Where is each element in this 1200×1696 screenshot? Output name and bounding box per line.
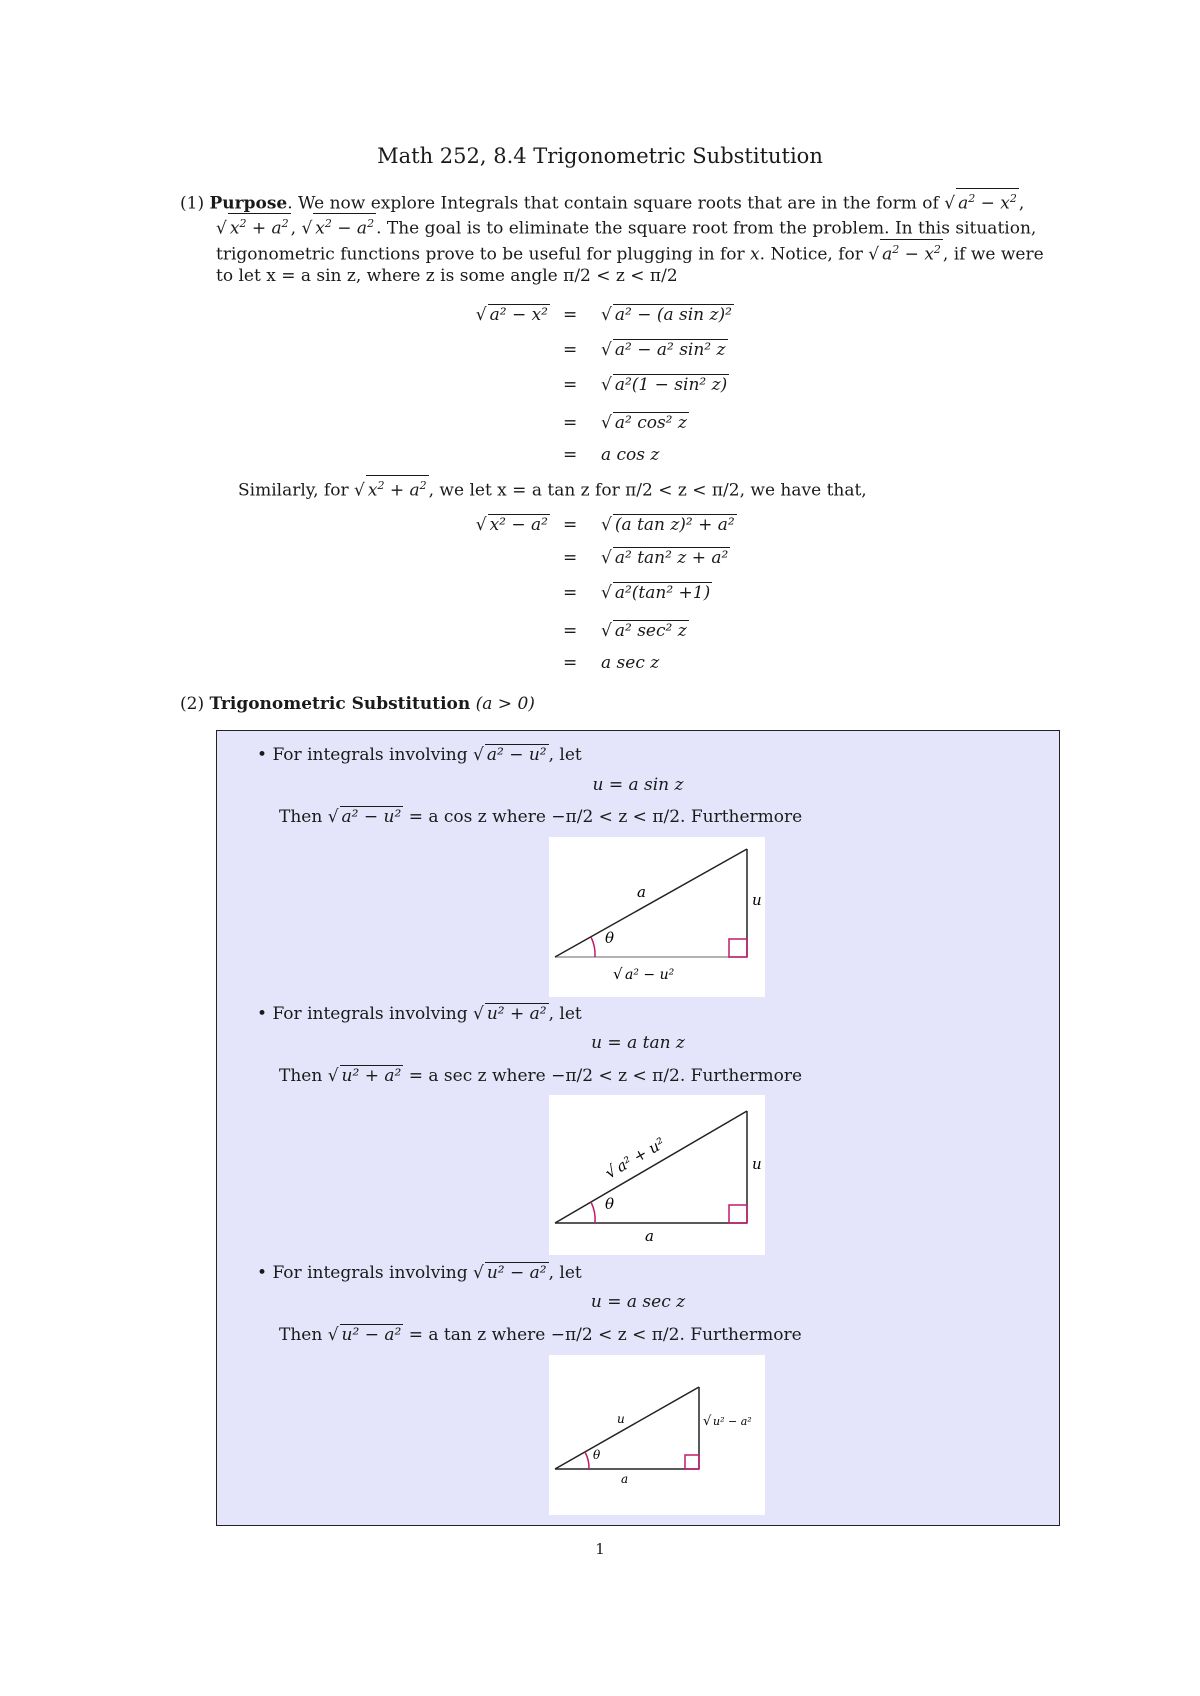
case-2-substitution: u = a tan z — [591, 1033, 685, 1053]
hypotenuse-label: u — [617, 1412, 625, 1426]
equals-sign: = — [563, 445, 578, 465]
derivation-rhs: a cos z — [601, 445, 660, 465]
derivation-rhs: √ a² tan² z + a² — [601, 548, 729, 568]
derivation-row — [0, 335, 1200, 365]
purpose-line-2: √ $x^2 + a^2$ , √ $x^2 - a^2$ . The goal is to eliminate the square root from the problem. In this situation, — [216, 213, 1036, 241]
equals-sign: = — [563, 340, 578, 360]
case-1-intro: • For integrals involving √ a² − u² , let — [257, 745, 582, 765]
derivation-row — [0, 408, 1200, 438]
derivation-lhs: √ x² − a² — [475, 515, 548, 535]
derivation-rhs: √ a²(1 − sin² z) — [601, 375, 728, 395]
theta-label: θ — [605, 1195, 615, 1213]
sqrt-symbol: √ — [703, 1414, 712, 1429]
section-condition: (a > 0) — [475, 694, 535, 714]
sqrt-symbol: √ — [601, 1160, 620, 1183]
purpose-text: . The goal is to eliminate the square root from the problem. In this situation, — [376, 218, 1037, 239]
radicand: u² + a² — [341, 1066, 402, 1086]
case-text: Then — [279, 1325, 323, 1345]
case-1-substitution: u = a sin z — [592, 775, 684, 795]
radicand: a² − u² — [341, 807, 402, 827]
case-text: For integrals involving — [272, 1263, 468, 1283]
case-2-intro: • For integrals involving √ u² + a² , let — [257, 1004, 582, 1024]
derivation-rhs: √ a² − a² sin² z — [601, 340, 726, 360]
equals-sign: = — [563, 413, 578, 433]
triangle-figure-1 — [549, 837, 765, 997]
equals-sign: = — [563, 621, 578, 641]
section-heading: Trigonometric Substitution — [209, 694, 471, 714]
similarly-text: , we let x = a tan z for π/2 < z < π/2, we have that, — [428, 480, 867, 501]
purpose-line-3: trigonometric functions prove to be useful for plugging in for x. Notice, for √ $a^2 - x^2$ , if we were — [216, 239, 1044, 267]
case-text: , let — [548, 745, 582, 765]
section-2-heading — [180, 692, 535, 716]
adjacent-label: a — [621, 1472, 629, 1486]
derivation-rhs: √ a²(tan² +1) — [601, 583, 711, 603]
derivation-row — [0, 616, 1200, 646]
purpose-line-4: to let x = a sin z, where z is some angle π/2 < z < π/2 — [216, 266, 678, 286]
case-text: For integrals involving — [272, 1004, 468, 1024]
sqrt-symbol: √ — [613, 965, 623, 983]
case-text: = a sec z where −π/2 < z < π/2. Furthermore — [408, 1066, 803, 1086]
derivation-row — [0, 578, 1200, 608]
purpose-text: . We now explore Integrals that contain square roots that are in the form of — [287, 193, 939, 214]
derivation-rhs: √ a² sec² z — [601, 621, 687, 641]
radicand: u² − a² — [341, 1325, 402, 1345]
theta-label: θ — [605, 929, 615, 947]
derivation-row — [0, 300, 1200, 330]
derivation-lhs: √ a² − x² — [475, 305, 548, 325]
opposite-label: u² − a² — [713, 1415, 752, 1428]
derivation-row — [0, 440, 1200, 470]
derivation-rhs: √ a² cos² z — [601, 413, 687, 433]
theta-label: θ — [593, 1448, 601, 1462]
opposite-label: u — [752, 1155, 762, 1173]
equals-sign: = — [563, 653, 578, 673]
derivation-row — [0, 648, 1200, 678]
equals-sign: = — [563, 583, 578, 603]
case-text: , let — [548, 1004, 582, 1024]
section-number: (2) — [180, 694, 205, 714]
case-text: = a cos z where −π/2 < z < π/2. Furthermore — [408, 807, 803, 827]
substitution-box — [216, 730, 1060, 1526]
radicand: a² − u² — [486, 745, 547, 765]
case-3-substitution: u = a sec z — [590, 1292, 686, 1312]
derivation-rhs: √ a² − (a sin z)² — [601, 305, 732, 325]
page-title: Math 252, 8.4 Trigonometric Substitution — [377, 144, 823, 168]
derivation-row — [0, 543, 1200, 573]
case-2-then: Then √ u² + a² = a sec z where −π/2 < z < π/2. Furthermore — [279, 1066, 803, 1086]
hypotenuse-label: a — [637, 883, 646, 901]
radicand: u² − a² — [486, 1263, 547, 1283]
case-text: , let — [548, 1263, 582, 1283]
similarly-line: Similarly, for √ $x^2 + a^2$ , we let x = a tan z for π/2 < z < π/2, we have that, — [238, 475, 867, 503]
page-number: 1 — [595, 1540, 605, 1558]
purpose-heading: Purpose — [209, 193, 288, 214]
derivation-rhs: a sec z — [601, 653, 660, 673]
triangle-figure-3 — [549, 1355, 765, 1515]
opposite-label: u — [752, 891, 762, 909]
section-number: (1) — [180, 193, 205, 214]
case-text: Then — [279, 807, 323, 827]
case-text: = a tan z where −π/2 < z < π/2. Furthermore — [408, 1325, 802, 1345]
equals-sign: = — [563, 375, 578, 395]
purpose-text: trigonometric functions prove to be useful for plugging in for — [216, 244, 745, 265]
purpose-line-1: (1) Purpose. We now explore Integrals that contain square roots that are in the form of √ $a^2 - x^2$ , — [180, 188, 1024, 216]
derivation-row — [0, 370, 1200, 400]
case-3-then: Then √ u² − a² = a tan z where −π/2 < z < π/2. Furthermore — [279, 1325, 802, 1345]
equals-sign: = — [563, 548, 578, 568]
case-text: Then — [279, 1066, 323, 1086]
case-3-intro: • For integrals involving √ u² − a² , let — [257, 1263, 582, 1283]
purpose-text: , if we were — [942, 244, 1044, 265]
equals-sign: = — [563, 305, 578, 325]
radicand: $a^2 - x^2$ — [956, 188, 1019, 214]
case-1-then: Then √ a² − u² = a cos z where −π/2 < z < π/2. Furthermore — [279, 807, 803, 827]
hypotenuse-label: a² + u² — [613, 1134, 668, 1176]
derivation-rhs: √ (a tan z)² + a² — [601, 515, 735, 535]
purpose-text: . Notice, for — [759, 244, 863, 265]
case-text: For integrals involving — [272, 745, 468, 765]
adjacent-label: a — [645, 1227, 654, 1245]
radicand: u² + a² — [486, 1004, 547, 1024]
triangle-figure-2 — [549, 1095, 765, 1255]
equals-sign: = — [563, 515, 578, 535]
derivation-row — [0, 510, 1200, 540]
adjacent-label: a² − u² — [625, 967, 675, 983]
similarly-text: Similarly, for — [238, 480, 349, 501]
